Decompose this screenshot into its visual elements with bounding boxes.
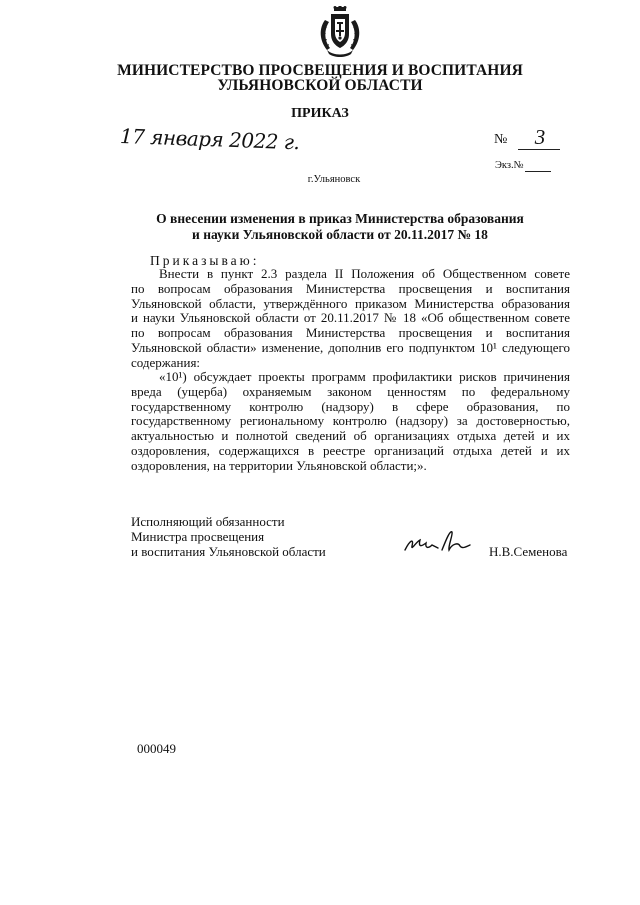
order-subject-line: и науки Ульяновской области от 20.11.2017 № 18 — [192, 227, 488, 242]
paragraph-line: «10¹) обсуждает проекты программ профилактики рисков причинения — [159, 370, 570, 384]
paragraph-line: по вопросам образования Министерства просвещения и воспитания — [131, 281, 570, 296]
paragraph-line: оздоровления, на территории Ульяновской области;». — [131, 458, 427, 473]
copy-number-underline — [525, 171, 551, 172]
order-subject — [120, 211, 560, 243]
ministry-name-line2: УЛЬЯНОВСКОЙ ОБЛАСТИ — [217, 77, 423, 94]
copy-number-label: Экз.№ — [495, 160, 524, 171]
order-paragraph-2 — [131, 370, 570, 473]
paragraph-line: Ульяновской области, утверждённого приказом Министерства образования — [131, 296, 570, 311]
signatory-title-line: Министра просвещения — [131, 529, 265, 544]
handwritten-signature-icon — [402, 526, 472, 560]
order-number-value: 3 — [534, 125, 546, 149]
city: г.Ульяновск — [307, 174, 361, 185]
paragraph-line: содержания: — [131, 355, 201, 370]
paragraph-line: Ульяновской области» изменение, дополнив его подпунктом 10¹ следующего — [131, 340, 570, 355]
paragraph-line: и науки Ульяновской области от 20.11.2017 № 18 «Об общественном совете — [131, 311, 570, 326]
paragraph-line: государственному контролю (надзору) в сфере образования, по — [131, 399, 570, 414]
ministry-name-line1: МИНИСТЕРСТВО ПРОСВЕЩЕНИЯ И ВОСПИТАНИЯ — [117, 62, 523, 79]
order-paragraph-1 — [131, 267, 570, 370]
handwritten-date: 17 января 2022 г. — [119, 124, 300, 155]
document-type: ПРИКАЗ — [291, 106, 349, 121]
signatory-title-line: Исполняющий обязанности — [131, 514, 285, 529]
paragraph-line: государственному региональному контролю (надзору) за достоверностью, — [131, 414, 570, 429]
document-code: 000049 — [137, 741, 176, 756]
paragraph-line: Внести в пункт 2.3 раздела II Положения об Общественном совете — [159, 267, 570, 281]
order-number-underline — [518, 149, 560, 150]
coat-of-arms-icon — [319, 6, 361, 58]
paragraph-line: оздоровления, содержащихся в реестре организаций отдыха детей и их — [131, 443, 570, 458]
paragraph-line: по вопросам образования Министерства просвещения и воспитания — [131, 326, 570, 340]
order-subject-line: О внесении изменения в приказ Министерства образования — [156, 211, 524, 226]
ordering-phrase: Приказываю: — [150, 253, 260, 268]
signatory-name: Н.В.Семенова — [489, 544, 568, 559]
signatory-title — [131, 514, 326, 559]
order-number-label: № — [494, 132, 508, 147]
paragraph-line: актуальностью и полнотой сведений об организациях отдыха детей и их — [131, 429, 570, 443]
signatory-title-line: и воспитания Ульяновской области — [131, 544, 326, 559]
paragraph-line: вреда (ущерба) охраняемым законом ценностям по федеральному — [131, 384, 570, 399]
ministry-name — [0, 63, 640, 93]
